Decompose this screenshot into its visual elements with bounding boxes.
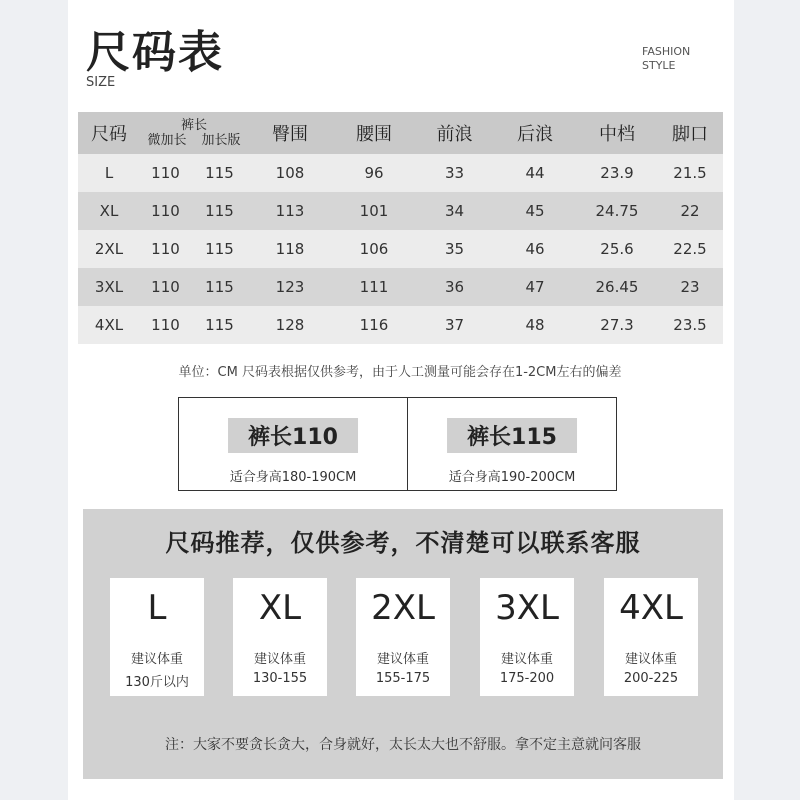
table-row [78,192,723,230]
cell-hip: 118 [275,240,305,258]
length-option-label: 裤长115 [447,418,577,453]
cell-thigh: 27.3 [600,316,634,334]
card-weight-range: 130-155 [252,671,308,686]
page-title: 尺码表 [86,27,224,78]
table-row [78,268,723,306]
cell-len-micro: 110 [151,278,180,296]
recommendation-note: 注：大家不要贪长贪大，合身就好，太长太大也不舒服。拿不定主意就问客服 [165,737,641,753]
header-thigh: 中档 [599,124,635,145]
card-weight-range: 200-225 [623,671,679,686]
cell-hip: 123 [275,278,305,296]
header-length-micro: 微加长 [147,133,187,148]
header-length-extra: 加长版 [201,133,241,148]
cell-back-rise: 44 [525,164,545,182]
header-length-label: 裤长 [180,118,207,133]
card-label: 建议体重 [253,652,306,667]
brand-tag [642,45,690,73]
cell-size: 3XL [94,278,124,296]
header-hip: 臀围 [272,124,308,145]
size-card-3xl [480,578,574,696]
recommendation-heading: 尺码推荐，仅供参考，不清楚可以联系客服 [165,529,641,557]
card-label: 建议体重 [130,652,183,667]
card-size: XL [258,588,302,628]
size-card-xl [233,578,327,696]
card-weight-range: 130斤以内 [125,675,189,690]
cell-front-rise: 33 [444,164,465,182]
cell-waist: 101 [359,202,389,220]
table-row [78,306,723,344]
length-option-label: 裤长110 [228,418,358,453]
header-back-rise: 后浪 [517,124,553,145]
cell-len-extra: 115 [205,316,234,334]
cell-size: 2XL [94,240,124,258]
cell-back-rise: 47 [525,278,545,296]
card-weight-range: 155-175 [375,671,431,686]
cell-leg-opening: 22.5 [673,240,707,258]
cell-len-micro: 110 [151,316,180,334]
size-card-4xl [604,578,698,696]
size-card-l [110,578,204,696]
recommendation-panel [83,509,723,779]
cell-leg-opening: 23 [680,278,700,296]
cell-waist: 111 [359,278,389,296]
brand-line-2: STYLE [642,59,676,72]
card-label: 建议体重 [376,652,429,667]
table-row [78,230,723,268]
cell-thigh: 26.45 [595,278,639,296]
cell-hip: 108 [275,164,305,182]
cell-back-rise: 45 [525,202,545,220]
cell-hip: 128 [275,316,305,334]
card-size: L [147,588,167,628]
cell-waist: 96 [364,164,384,182]
cell-hip: 113 [275,202,305,220]
length-option-115 [407,397,617,491]
header-waist: 腰围 [356,124,392,145]
header-front-rise: 前浪 [436,124,473,145]
unit-note: 单位：CM 尺码表根据仅供参考，由于人工测量可能会存在1-2CM左右的偏差 [178,365,622,380]
cell-len-micro: 110 [151,240,180,258]
cell-front-rise: 36 [444,278,465,296]
cell-size: L [104,164,114,182]
size-card-2xl [356,578,450,696]
table-row [78,154,723,192]
cell-len-micro: 110 [151,164,180,182]
header-size: 尺码 [91,124,127,145]
cell-len-extra: 115 [205,164,234,182]
cell-len-extra: 115 [205,278,234,296]
brand-line-1: FASHION [642,45,691,58]
cell-waist: 116 [359,316,389,334]
cell-len-micro: 110 [151,202,180,220]
card-label: 建议体重 [624,652,677,667]
header-length [140,112,248,154]
header-leg-opening: 脚口 [672,124,708,145]
cell-back-rise: 48 [525,316,545,334]
length-option-110 [178,397,408,491]
cell-waist: 106 [359,240,389,258]
cell-leg-opening: 22 [680,202,700,220]
card-size: 4XL [619,588,683,628]
length-option-fit: 适合身高190-200CM [448,470,576,485]
cell-thigh: 23.9 [600,164,634,182]
cell-front-rise: 35 [444,240,465,258]
cell-size: 4XL [94,316,124,334]
length-option-fit: 适合身高180-190CM [229,470,357,485]
cell-size: XL [99,202,119,220]
cell-back-rise: 46 [525,240,545,258]
cell-len-extra: 115 [205,202,234,220]
card-weight-range: 175-200 [499,671,555,686]
size-table [78,112,723,344]
cell-thigh: 24.75 [595,202,639,220]
cell-thigh: 25.6 [600,240,634,258]
card-size: 3XL [495,588,559,628]
cell-front-rise: 34 [444,202,465,220]
card-label: 建议体重 [500,652,553,667]
cell-len-extra: 115 [205,240,234,258]
cell-leg-opening: 23.5 [673,316,707,334]
card-size: 2XL [371,588,435,628]
page-subtitle: SIZE [86,75,116,90]
table-header-row [78,112,723,154]
cell-front-rise: 37 [444,316,465,334]
cell-leg-opening: 21.5 [673,164,707,182]
